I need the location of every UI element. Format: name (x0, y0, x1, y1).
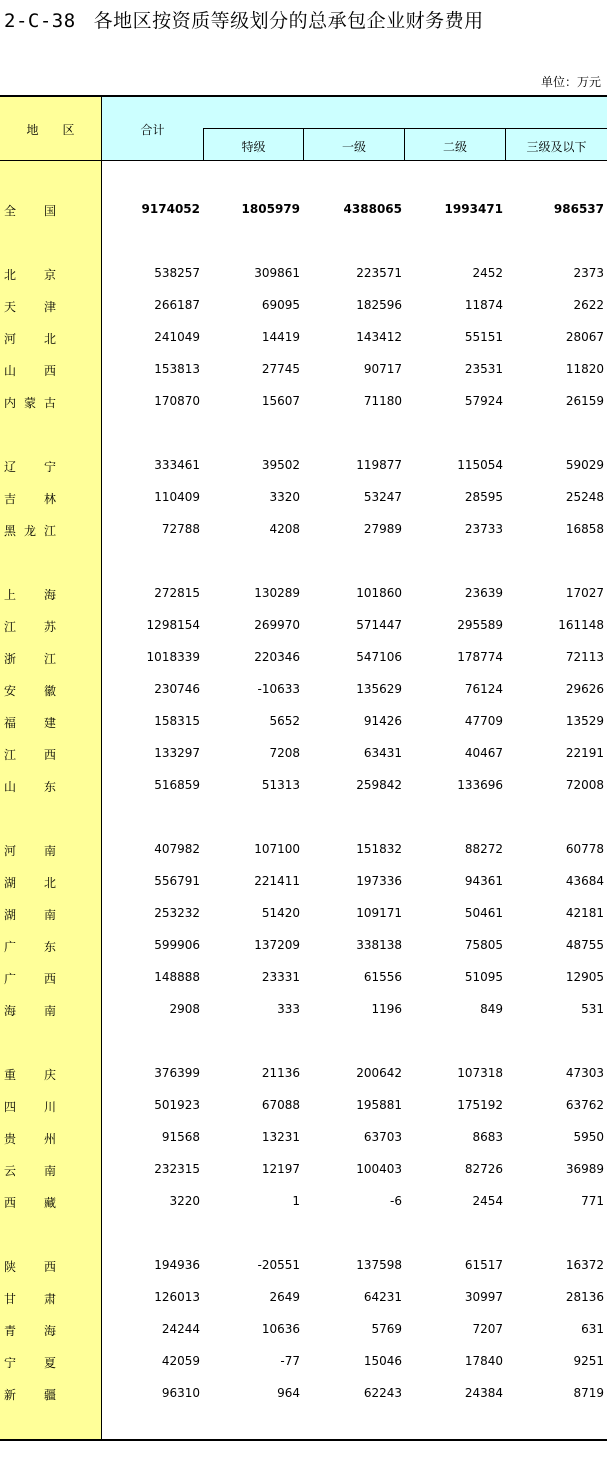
grade-3-below-value: 17027 (565, 586, 604, 600)
special-grade-value: 51420 (261, 906, 300, 920)
grade-2-header: 二级 (442, 140, 467, 154)
grade-2-value: 133696 (457, 778, 503, 792)
grade-1-value: 109171 (356, 906, 402, 920)
table-row (0, 328, 607, 348)
grade-1-value: 547106 (356, 650, 402, 664)
special-grade-value: 4208 (269, 522, 300, 536)
table-row (0, 776, 607, 796)
table-row (0, 520, 607, 540)
total-value: 96310 (161, 1386, 200, 1400)
grade-1-value: 27989 (363, 522, 402, 536)
total-value: 72788 (161, 522, 200, 536)
subheader-rule (203, 128, 607, 129)
grade-1-value: 143412 (356, 330, 402, 344)
grade-2-value: 24384 (464, 1386, 503, 1400)
region-name: 安 徽 (4, 684, 56, 698)
grade-3-below-value: 986537 (553, 202, 604, 216)
table-row (0, 1192, 607, 1212)
table-row (0, 1128, 607, 1148)
grade-3-below-value: 36989 (565, 1162, 604, 1176)
grade-1-value: 100403 (356, 1162, 402, 1176)
grade-2-value: 17840 (464, 1354, 503, 1368)
grade-1-value: 62243 (363, 1386, 402, 1400)
region-name: 全 国 (4, 204, 56, 218)
grade-3-below-value: 72113 (565, 650, 604, 664)
total-value: 1298154 (146, 618, 200, 632)
table-row (0, 840, 607, 860)
total-value: 2908 (169, 1002, 200, 1016)
grade-2-value: 47709 (464, 714, 503, 728)
table-row (0, 1064, 607, 1084)
grade-3-below-value: 48755 (565, 938, 604, 952)
total-value: 9174052 (141, 202, 200, 216)
total-value: 407982 (154, 842, 200, 856)
grade-3-below-value: 16372 (565, 1258, 604, 1272)
special-grade-value: 1805979 (241, 202, 300, 216)
table-row (0, 456, 607, 476)
grade-2-value: 55151 (464, 330, 503, 344)
special-grade-value: 221411 (254, 874, 300, 888)
grade-3-below-header: 三级及以下 (526, 140, 587, 154)
total-value: 516859 (154, 778, 200, 792)
grade-3-below-value: 43684 (565, 874, 604, 888)
grade-1-value: 63431 (363, 746, 402, 760)
total-value: 272815 (154, 586, 200, 600)
grade-2-value: 61517 (464, 1258, 503, 1272)
special-grade-value: 1 (292, 1194, 300, 1208)
total-value: 3220 (169, 1194, 200, 1208)
special-grade-value: 130289 (254, 586, 300, 600)
grade-1-value: 182596 (356, 298, 402, 312)
grade-3-below-value: 771 (581, 1194, 604, 1208)
region-name: 黑 龙 江 (4, 524, 56, 538)
total-value: 1018339 (146, 650, 200, 664)
grade-2-value: 11874 (464, 298, 503, 312)
special-grade-value: 964 (277, 1386, 300, 1400)
region-header: 地 区 (26, 123, 75, 137)
grade-2-value: 107318 (457, 1066, 503, 1080)
special-grade-value: 27745 (261, 362, 300, 376)
region-name: 四 川 (4, 1100, 56, 1114)
grade-2-value: 82726 (464, 1162, 503, 1176)
grade-1-header: 一级 (341, 140, 366, 154)
region-name: 辽 宁 (4, 460, 56, 474)
special-grade-value: 23331 (261, 970, 300, 984)
table-row (0, 1320, 607, 1340)
total-value: 110409 (154, 490, 200, 504)
table-row (0, 712, 607, 732)
grade-2-value: 57924 (464, 394, 503, 408)
grade-1-value: 135629 (356, 682, 402, 696)
grade-1-value: 63703 (363, 1130, 402, 1144)
table-row (0, 904, 607, 924)
region-name: 重 庆 (4, 1068, 56, 1082)
table-row (0, 264, 607, 284)
special-grade-value: 14419 (261, 330, 300, 344)
grade-2-value: 51095 (464, 970, 503, 984)
grade-3-below-value: 29626 (565, 682, 604, 696)
grade-1-value: 101860 (356, 586, 402, 600)
grade-2-value: 2452 (472, 266, 503, 280)
unit-label: 单位：万元 (540, 75, 601, 89)
grade-3-below-value: 2622 (573, 298, 604, 312)
total-value: 556791 (154, 874, 200, 888)
grade-1-value: 197336 (356, 874, 402, 888)
region-name: 广 西 (4, 972, 56, 986)
grade-1-value: 90717 (363, 362, 402, 376)
table-row (0, 1000, 607, 1020)
grade-3-below-value: 8719 (573, 1386, 604, 1400)
total-header: 合计 (140, 123, 165, 137)
region-name: 江 西 (4, 748, 56, 762)
special-grade-value: 21136 (261, 1066, 300, 1080)
region-name: 贵 州 (4, 1132, 56, 1146)
grade-3-below-value: 12905 (565, 970, 604, 984)
grade-1-value: 61556 (363, 970, 402, 984)
region-name: 新 疆 (4, 1388, 56, 1402)
grade-3-below-value: 26159 (565, 394, 604, 408)
grade-3-below-value: 531 (581, 1002, 604, 1016)
table-row (0, 872, 607, 892)
table-row (0, 1256, 607, 1276)
grade-1-value: 64231 (363, 1290, 402, 1304)
total-value: 24244 (161, 1322, 200, 1336)
grade-2-value: 76124 (464, 682, 503, 696)
table-row (0, 360, 607, 380)
special-grade-value: -77 (280, 1354, 300, 1368)
table-row (0, 584, 607, 604)
table-row (0, 1096, 607, 1116)
special-grade-value: 3320 (269, 490, 300, 504)
total-value: 91568 (161, 1130, 200, 1144)
grade-2-value: 23639 (464, 586, 503, 600)
grade-2-value: 849 (480, 1002, 503, 1016)
table-row (0, 744, 607, 764)
grade-2-value: 88272 (464, 842, 503, 856)
grade-3-below-value: 60778 (565, 842, 604, 856)
grade-2-value: 23531 (464, 362, 503, 376)
table-row (0, 648, 607, 668)
grade-1-value: 338138 (356, 938, 402, 952)
total-value: 241049 (154, 330, 200, 344)
total-value: 194936 (154, 1258, 200, 1272)
region-name: 天 津 (4, 300, 56, 314)
grade-3-below-value: 28067 (565, 330, 604, 344)
grade-1-value: 137598 (356, 1258, 402, 1272)
grade-2-value: 2454 (472, 1194, 503, 1208)
total-value: 538257 (154, 266, 200, 280)
grade-3-below-value: 13529 (565, 714, 604, 728)
region-name: 河 南 (4, 844, 56, 858)
table-row (0, 968, 607, 988)
grade-2-value: 8683 (472, 1130, 503, 1144)
special-grade-value: 269970 (254, 618, 300, 632)
grade-3-below-value: 11820 (565, 362, 604, 376)
region-name: 江 苏 (4, 620, 56, 634)
table-row (0, 616, 607, 636)
special-grade-value: -20551 (257, 1258, 300, 1272)
special-grade-value: 333 (277, 1002, 300, 1016)
grade-3-below-value: 5950 (573, 1130, 604, 1144)
grade-3-below-value: 16858 (565, 522, 604, 536)
grade-1-value: 571447 (356, 618, 402, 632)
table-row (0, 680, 607, 700)
table-row (0, 1352, 607, 1372)
table-row (0, 392, 607, 412)
region-name: 云 南 (4, 1164, 56, 1178)
grade-2-value: 40467 (464, 746, 503, 760)
special-grade-value: 7208 (269, 746, 300, 760)
total-value: 230746 (154, 682, 200, 696)
grade-1-value: -6 (390, 1194, 402, 1208)
special-grade-value: 13231 (261, 1130, 300, 1144)
special-grade-value: 12197 (261, 1162, 300, 1176)
total-value: 133297 (154, 746, 200, 760)
total-value: 148888 (154, 970, 200, 984)
region-name: 河 北 (4, 332, 56, 346)
region-name: 青 海 (4, 1324, 56, 1338)
grade-2-value: 30997 (464, 1290, 503, 1304)
region-name: 湖 南 (4, 908, 56, 922)
grade-3-below-value: 47303 (565, 1066, 604, 1080)
grade-1-value: 200642 (356, 1066, 402, 1080)
total-value: 170870 (154, 394, 200, 408)
region-name: 甘 肃 (4, 1292, 56, 1306)
total-value: 126013 (154, 1290, 200, 1304)
grade-1-value: 53247 (363, 490, 402, 504)
region-name: 西 藏 (4, 1196, 56, 1210)
table-row (0, 1160, 607, 1180)
special-grade-value: 309861 (254, 266, 300, 280)
region-name: 陕 西 (4, 1260, 56, 1274)
region-name: 吉 林 (4, 492, 56, 506)
special-grade-value: 2649 (269, 1290, 300, 1304)
grade-2-value: 75805 (464, 938, 503, 952)
total-value: 42059 (161, 1354, 200, 1368)
grade-3-below-value: 9251 (573, 1354, 604, 1368)
grade-2-value: 7207 (472, 1322, 503, 1336)
page-title (4, 6, 484, 33)
total-value: 333461 (154, 458, 200, 472)
grade-1-value: 71180 (363, 394, 402, 408)
total-value: 232315 (154, 1162, 200, 1176)
special-grade-value: 51313 (261, 778, 300, 792)
grade-1-value: 259842 (356, 778, 402, 792)
region-name: 山 东 (4, 780, 56, 794)
grade-1-value: 151832 (356, 842, 402, 856)
special-grade-value: 220346 (254, 650, 300, 664)
special-grade-value: 10636 (261, 1322, 300, 1336)
table-row (0, 296, 607, 316)
grade-3-below-value: 161148 (558, 618, 604, 632)
total-value: 153813 (154, 362, 200, 376)
special-grade-value: 5652 (269, 714, 300, 728)
special-grade-value: 67088 (261, 1098, 300, 1112)
grade-special-header: 特级 (241, 140, 266, 154)
grade-2-value: 23733 (464, 522, 503, 536)
region-name: 北 京 (4, 268, 56, 282)
table-row (0, 1384, 607, 1404)
top-rule (0, 95, 607, 97)
total-value: 158315 (154, 714, 200, 728)
grade-3-below-value: 25248 (565, 490, 604, 504)
grade-2-value: 178774 (457, 650, 503, 664)
table-row (0, 200, 607, 220)
grade-1-value: 4388065 (343, 202, 402, 216)
total-value: 501923 (154, 1098, 200, 1112)
grade-3-below-value: 2373 (573, 266, 604, 280)
special-grade-value: 137209 (254, 938, 300, 952)
grade-1-value: 1196 (371, 1002, 402, 1016)
bottom-rule (0, 1439, 607, 1441)
table-title: 各地区按资质等级划分的总承包企业财务费用 (93, 10, 484, 32)
special-grade-value: 69095 (261, 298, 300, 312)
special-grade-value: 15607 (261, 394, 300, 408)
grade-1-value: 119877 (356, 458, 402, 472)
total-value: 266187 (154, 298, 200, 312)
grade-2-value: 115054 (457, 458, 503, 472)
region-name: 海 南 (4, 1004, 56, 1018)
table-row (0, 936, 607, 956)
grade-2-value: 175192 (457, 1098, 503, 1112)
table-row (0, 1288, 607, 1308)
grade-2-value: 295589 (457, 618, 503, 632)
grade-1-value: 5769 (371, 1322, 402, 1336)
grade-2-value: 1993471 (444, 202, 503, 216)
region-name: 广 东 (4, 940, 56, 954)
grade-2-value: 50461 (464, 906, 503, 920)
grade-3-below-value: 63762 (565, 1098, 604, 1112)
region-name: 内 蒙 古 (4, 396, 56, 410)
grade-1-value: 195881 (356, 1098, 402, 1112)
grade-3-below-value: 72008 (565, 778, 604, 792)
grade-1-value: 15046 (363, 1354, 402, 1368)
total-value: 376399 (154, 1066, 200, 1080)
region-name: 上 海 (4, 588, 56, 602)
grade-3-below-value: 28136 (565, 1290, 604, 1304)
special-grade-value: 39502 (261, 458, 300, 472)
grade-3-below-value: 59029 (565, 458, 604, 472)
table-code: 2-C-38 (4, 10, 76, 32)
grade-3-below-value: 22191 (565, 746, 604, 760)
region-name: 浙 江 (4, 652, 56, 666)
region-name: 宁 夏 (4, 1356, 56, 1370)
region-name: 山 西 (4, 364, 56, 378)
grade-3-below-value: 631 (581, 1322, 604, 1336)
grade-3-below-value: 42181 (565, 906, 604, 920)
grade-2-value: 28595 (464, 490, 503, 504)
grade-2-value: 94361 (464, 874, 503, 888)
total-value: 599906 (154, 938, 200, 952)
special-grade-value: -10633 (257, 682, 300, 696)
total-value: 253232 (154, 906, 200, 920)
table-row (0, 488, 607, 508)
region-name: 福 建 (4, 716, 56, 730)
grade-1-value: 91426 (363, 714, 402, 728)
region-name: 湖 北 (4, 876, 56, 890)
grade-1-value: 223571 (356, 266, 402, 280)
special-grade-value: 107100 (254, 842, 300, 856)
